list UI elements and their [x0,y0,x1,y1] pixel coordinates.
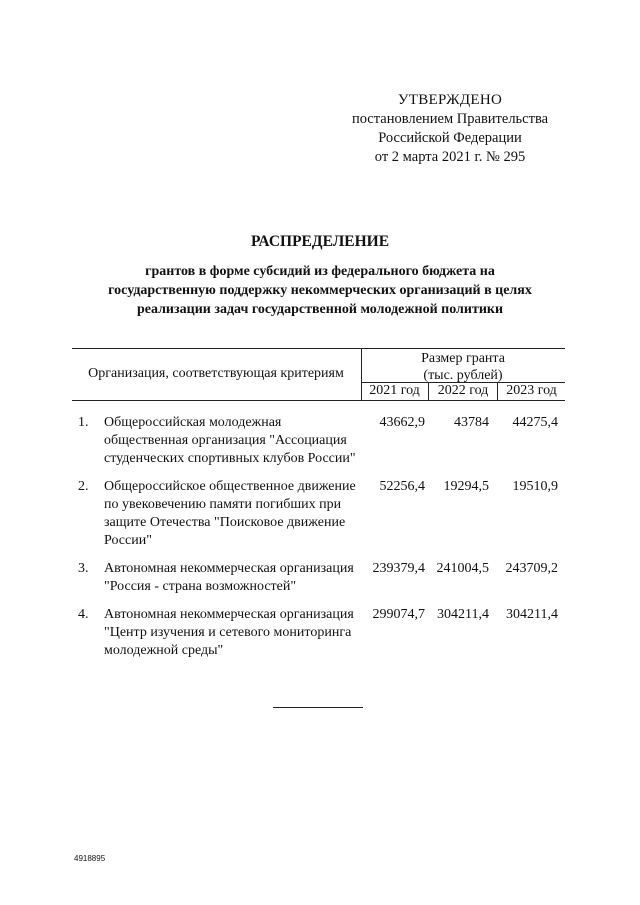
approval-line-2: Российской Федерации [378,130,522,146]
header-size-line-1: Размер гранта [421,351,505,366]
row-4-org-line-2: "Центр изучения и сетевого мониторинга [104,625,352,640]
row-2-2022: 19294,5 [443,479,489,494]
row-3-number: 3. [78,561,89,576]
row-4-organization [104,606,359,660]
row-2-organization [104,478,359,550]
subtitle-line-3: реализации задач государственной молодежной политики [136,302,504,317]
row-3-2023: 243709,2 [505,561,558,576]
row-3-org-line-1: Автономная некоммерческая организация [104,561,354,576]
header-organization: Организация, соответствующая критериям [88,366,344,381]
row-2-org-line-2: по увековечению памяти погибших при [104,497,342,512]
approval-title: УТВЕРЖДЕНО [397,92,503,108]
approval-block [338,91,562,167]
row-3-organization [104,560,359,596]
header-size-line-2: (тыс. рублей) [423,368,503,383]
row-4-number: 4. [78,607,89,622]
row-4-2021: 299074,7 [372,607,425,622]
document-code: 4918895 [74,854,106,863]
row-4-org-line-1: Автономная некоммерческая организация [104,607,354,622]
row-1-2022: 43784 [454,415,489,430]
row-3-2022: 241004,5 [436,561,489,576]
year-2023: 2023 год [506,383,557,398]
row-2-number: 2. [78,479,89,494]
row-1-org-line-3: студенческих спортивных клубов России" [104,451,356,466]
row-3-2021: 239379,4 [372,561,425,576]
row-2-org-line-1: Общероссийское общественное движение [104,479,356,494]
subtitle-line-2: государственную поддержку некоммерческих организаций в целях [108,283,532,298]
approval-line-1: постановлением Правительства [351,111,549,127]
row-2-org-line-4: России" [104,533,152,548]
document-title: РАСПРЕДЕЛЕНИЕ [250,233,390,250]
row-1-2023: 44275,4 [512,415,558,430]
header-grant-size [361,350,565,384]
year-2022: 2022 год [437,383,489,398]
row-2-org-line-3: защите Отечества "Поисковое движение [104,515,346,530]
table-top-rule [72,348,565,349]
subtitle-line-1: грантов в форме субсидий из федерального бюджета на [145,264,495,279]
row-2-2023: 19510,9 [512,479,558,494]
row-3-org-line-2: "Россия - страна возможностей" [104,579,297,594]
row-4-2023: 304211,4 [506,607,558,622]
row-4-2022: 304211,4 [437,607,489,622]
row-2-2021: 52256,4 [379,479,425,494]
row-1-number: 1. [78,415,89,430]
row-1-2021: 43662,9 [379,415,425,430]
closing-rule [273,707,363,708]
row-1-org-line-2: общественная организация "Ассоциация [104,433,347,448]
year-2021: 2021 год [369,383,420,398]
row-1-org-line-1: Общероссийская молодежная [104,415,282,430]
row-4-org-line-3: молодежной среды" [104,643,224,658]
row-1-organization [104,414,359,468]
approval-line-3: от 2 марта 2021 г. № 295 [374,149,526,165]
document-subtitle [70,262,570,319]
table-header-bottom-rule [72,400,565,401]
